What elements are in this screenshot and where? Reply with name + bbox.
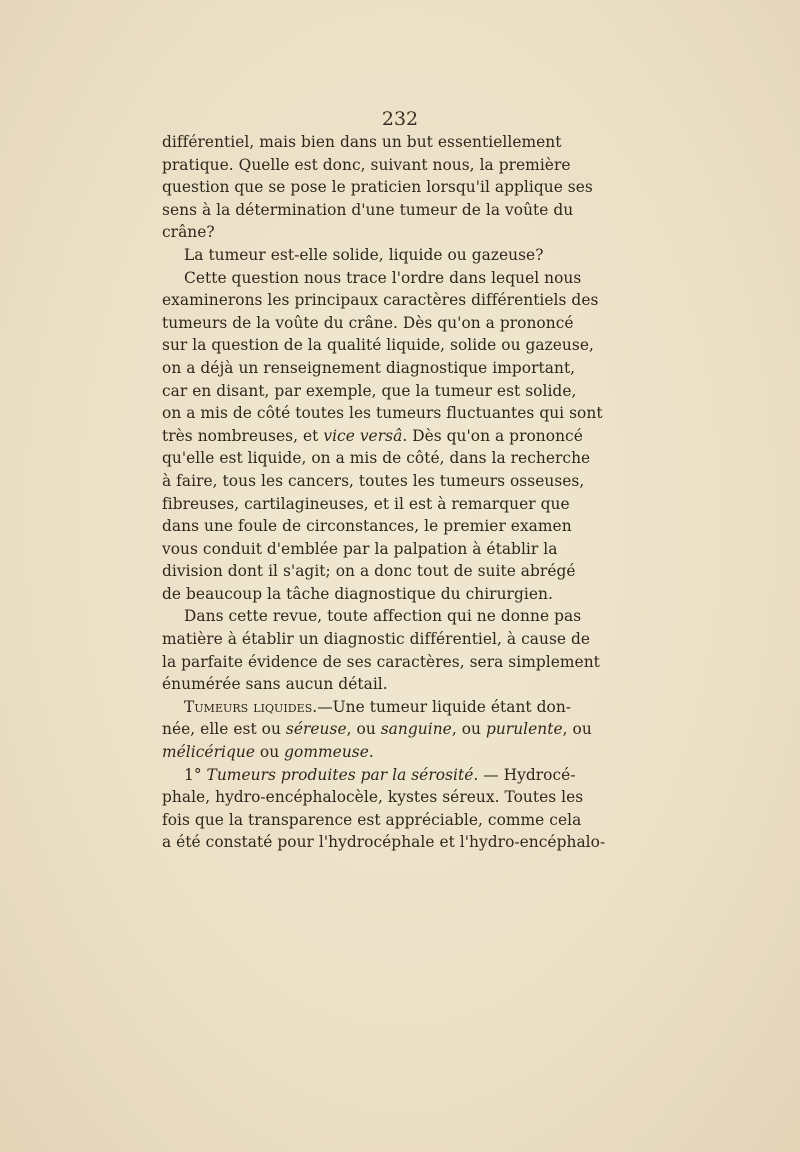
text-line	[162, 696, 630, 719]
italic-phrase: purulente	[485, 720, 563, 739]
text-segment: , ou	[451, 720, 486, 739]
italic-phrase: séreuse	[285, 720, 347, 739]
text-line: on a mis de côté toutes les tumeurs fluctuantes qui sont	[162, 404, 603, 423]
text-segment: . Dès qu'on a prononcé	[402, 426, 583, 445]
italic-phrase: Tumeurs produites par la sérosité	[206, 765, 474, 784]
text-line: énumérée sans aucun détail.	[162, 675, 388, 694]
text-line: tumeurs de la voûte du crâne. Dès qu'on a prononcé	[162, 313, 574, 332]
text-line: de beaucoup la tâche diagnostique du chirurgien.	[162, 584, 553, 603]
text-line: la parfaite évidence de ses caractères, sera simplement	[162, 652, 600, 671]
text-line: différentiel, mais bien dans un but essentiellement	[162, 133, 562, 151]
text-line: à faire, tous les cancers, toutes les tumeurs osseuses,	[162, 471, 585, 490]
text-line: phale, hydro-encéphalocèle, kystes séreux. Toutes les	[162, 788, 584, 807]
italic-phrase: gommeuse	[284, 743, 369, 762]
text-line	[162, 718, 630, 741]
text-line: sens à la détermination d'une tumeur de la voûte du	[162, 200, 574, 219]
text-line: on a déjà un renseignement diagnostique important,	[162, 358, 576, 377]
text-line: a été constaté pour l'hydrocéphale et l'hydro-encéphalo-	[162, 833, 606, 852]
text-line: qu'elle est liquide, on a mis de côté, dans la recherche	[162, 449, 591, 468]
text-line	[162, 741, 630, 764]
page-number: 232	[381, 108, 419, 130]
text-line: question que se pose le praticien lorsqu'il applique ses	[162, 178, 593, 197]
text-line: sur la question de la qualité liquide, solide ou gazeuse,	[162, 336, 594, 355]
text-segment: , ou	[346, 720, 381, 739]
text-line: vous conduit d'emblée par la palpation à établir la	[162, 539, 558, 558]
text-line: Dans cette revue, toute affection qui ne donne pas	[184, 607, 582, 626]
italic-phrase: sanguine	[380, 720, 452, 739]
text-line: fibreuses, cartilagineuses, et il est à remarquer que	[162, 494, 570, 513]
section-heading: Tumeurs liquides	[184, 697, 313, 716]
text-line: car en disant, par exemple, que la tumeur est solide,	[162, 381, 577, 400]
text-line: Cette question nous trace l'ordre dans lequel nous	[184, 268, 582, 287]
text-segment: née, elle est ou	[162, 720, 286, 739]
text-segment: .	[368, 743, 374, 762]
text-segment: , ou	[562, 720, 592, 739]
text-line: fois que la transparence est appréciable, comme cela	[162, 810, 582, 829]
italic-phrase: vice versâ	[323, 426, 403, 445]
text-line	[162, 425, 630, 448]
text-line: dans une foule de circonstances, le premier examen	[162, 517, 572, 536]
text-segment: très nombreuses, et	[162, 426, 324, 445]
text-segment: . — Hydrocé-	[473, 765, 576, 784]
text-line: examinerons les principaux caractères différentiels des	[162, 291, 599, 310]
body-text	[162, 131, 630, 854]
italic-phrase: mélicérique	[162, 743, 255, 762]
text-line: pratique. Quelle est donc, suivant nous, la première	[162, 155, 571, 174]
text-line	[162, 764, 630, 787]
text-segment: .—Une tumeur liquide étant don-	[312, 697, 572, 716]
text-line: division dont il s'agit; on a donc tout de suite abrégé	[162, 562, 576, 581]
text-segment: ou	[254, 743, 285, 762]
text-line: La tumeur est-elle solide, liquide ou gazeuse?	[184, 245, 544, 264]
text-line: matière à établir un diagnostic différentiel, à cause de	[162, 630, 591, 649]
text-line: crâne?	[162, 223, 215, 242]
text-segment: 1°	[184, 765, 207, 784]
